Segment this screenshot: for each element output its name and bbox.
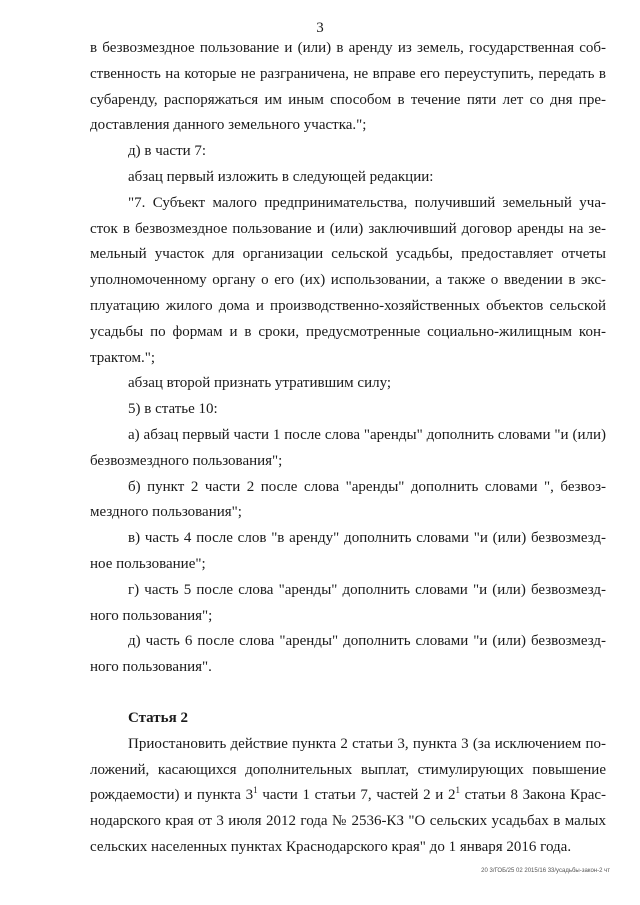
paragraph: абзац второй признать утратившим силу; bbox=[128, 375, 392, 392]
article-text-part: статьи 8 Закона Краснодарского края от 3 июля 2012 года № 2536-КЗ "О сельских усадьбах в малых сельских населенных пунктах Краснодарского края" до 1 января 2016 года. bbox=[90, 787, 607, 855]
paragraph-quote: "7. Субъект малого предпринимательства, получивший земельный участок в безвозмездное пользование и (или) заключивший договор аренды на земельный участок для организации сельской усадьбы, предоставляет отчеты уполномоченному органу о его (их) использовании, а также о введении в эксплуатацию жилого дома и производственно-хозяйственных объектов сельской усадьбы по формам и в сроки, предусмотренные социально-жилищным контрактом."; bbox=[90, 194, 606, 366]
article-paragraph bbox=[90, 732, 606, 861]
paragraph: в) часть 4 после слов "в аренду" дополнить словами "и (или) безвозмездное пользование"; bbox=[90, 530, 606, 572]
section-gap bbox=[90, 681, 606, 706]
paragraph: г) часть 5 после слова "аренды" дополнить словами "и (или) безвозмездного пользования"; bbox=[90, 581, 606, 624]
article-text-part: части 1 статьи 7, частей 2 и 2 bbox=[257, 787, 456, 804]
document-body bbox=[90, 36, 606, 861]
article-heading: Статья 2 bbox=[128, 709, 188, 726]
paragraph: а) абзац первый части 1 после слова "аренды" дополнить словами "и (или) безвозмездного пользования"; bbox=[90, 426, 606, 469]
paragraph-continuation: в безвозмездное пользование и (или) в аренду из земель, государственная собственность на которые не разграничена, не вправе его переуступить, передать в субаренду, распоряжаться им иным способом в течение пяти лет со дня предоставления данного земельного участка."; bbox=[90, 40, 606, 134]
paragraph: б) пункт 2 части 2 после слова "аренды" дополнить словами ", безвозмездного пользования"; bbox=[90, 478, 606, 521]
footer-document-code: 20 3/ГОБ/25 02 2015/16 33/усадьбы-закон-2 чт bbox=[481, 868, 610, 874]
superscript: 1 bbox=[455, 785, 460, 796]
superscript: 1 bbox=[253, 785, 258, 796]
article-text-part: Приостановить действие пункта 2 статьи 3, пункта 3 (за исключением положений, касающихся дополнительных выплат, стимулирующих повышение рождаемости) и пункта 3 bbox=[90, 735, 606, 804]
paragraph: 5) в статье 10: bbox=[128, 401, 218, 418]
page-number: 3 bbox=[316, 20, 324, 36]
paragraph: д) часть 6 после слова "аренды" дополнить словами "и (или) безвозмездного пользования". bbox=[90, 633, 606, 676]
paragraph: абзац первый изложить в следующей редакции: bbox=[128, 168, 434, 185]
paragraph: д) в части 7: bbox=[128, 143, 207, 160]
